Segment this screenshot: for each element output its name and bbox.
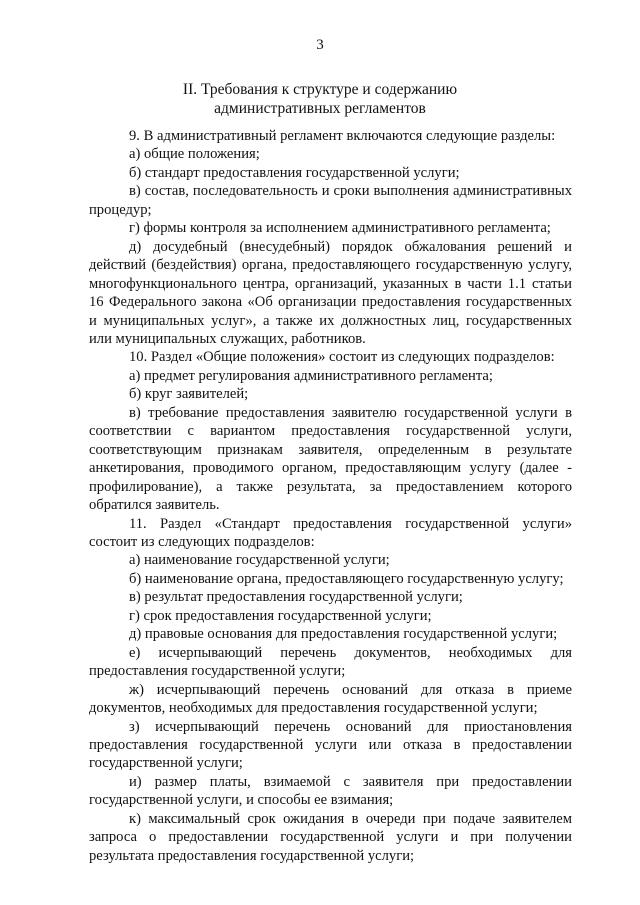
paragraph-9: 9. В административный регламент включаются следующие разделы: (129, 128, 556, 144)
list-item-11z: з) исчерпывающий перечень оснований для приостановления предоставления государственной услуги или отказа в предоставлении государственной услуги; (89, 718, 572, 772)
list-item-11e: е) исчерпывающий перечень документов, необходимых для предоставления государственной услуги; (89, 644, 572, 680)
list-item-11a: а) наименование государственной услуги; (129, 552, 390, 569)
list-item-9b: б) стандарт предоставления государственной услуги; (129, 164, 460, 181)
list-item-9a: а) общие положения; (129, 146, 260, 163)
list-item-10a: а) предмет регулирования административного регламента; (129, 367, 493, 384)
document-body (89, 127, 572, 865)
section-heading-line-2: административных регламентов (214, 100, 426, 117)
list-item-11d: д) правовые основания для предоставления государственной услуги; (129, 626, 558, 643)
paragraph-11: 11. Раздел «Стандарт предоставления государственной услуги» состоит из следующих подразделов: (89, 515, 572, 550)
list-item-11i: и) размер платы, взимаемой с заявителя при предоставлении государственной услуги, и способы ее взимания; (89, 773, 572, 809)
list-item-9v: в) состав, последовательность и сроки выполнения административных процедур; (89, 183, 572, 218)
section-heading-line-1: II. Требования к структуре и содержанию (182, 81, 458, 98)
page-number: 3 (316, 37, 324, 53)
list-item-11b: б) наименование органа, предоставляющего государственную услугу; (129, 570, 564, 587)
list-item-9d: д) досудебный (внесудебный) порядок обжалования решений и действий (бездействия) органа, предоставляющего государственную услугу, многофункционального центра, организаций, указанных в части 1.1 статьи 16 Федерального закона «Об организации предоставления государственных и муниципальных услуг», а также их должностных лиц, государственных или муниципальных служащих, работников. (89, 238, 572, 347)
paragraph-10: 10. Раздел «Общие положения» состоит из следующих подразделов: (129, 349, 555, 366)
list-item-11v: в) результат предоставления государственной услуги; (129, 589, 463, 606)
list-item-10b: б) круг заявителей; (129, 386, 249, 403)
list-item-11zh: ж) исчерпывающий перечень оснований для отказа в приеме документов, необходимых для предоставления государственной услуги; (89, 681, 572, 717)
list-item-10v: в) требование предоставления заявителю государственной услуги в соответствии с вариантом предоставления государственной услуги, соответствующим признакам заявителя, определенным в результате анкетирования, проводимого органом, предоставляющим услугу (далее - профилирование), а также результата, за предоставлением которого обратился заявитель. (89, 404, 572, 514)
list-item-11g: г) срок предоставления государственной услуги; (129, 607, 432, 624)
list-item-11k: к) максимальный срок ожидания в очереди при подаче заявителем запроса о предоставлении государственной услуги и при получении результата предоставления государственной услуги; (89, 810, 572, 864)
section-heading (0, 80, 640, 118)
list-item-9g: г) формы контроля за исполнением административного регламента; (129, 220, 551, 237)
